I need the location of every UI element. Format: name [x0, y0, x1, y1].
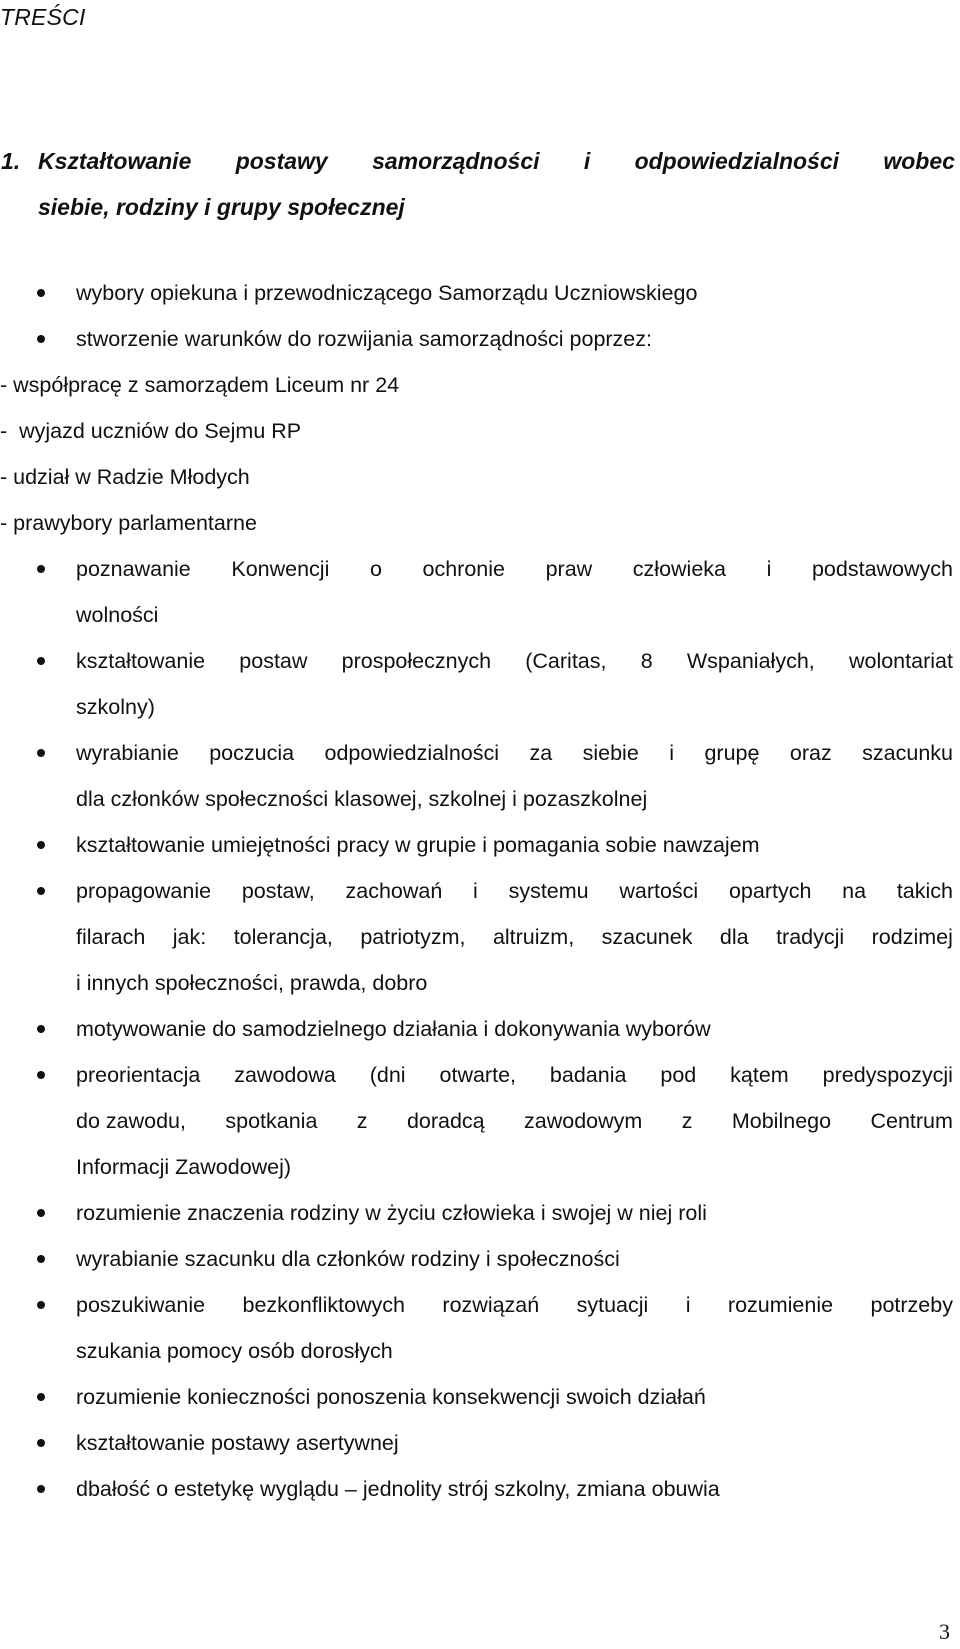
item-line: wyrabianie szacunku dla członków rodziny i społeczności: [76, 1247, 620, 1271]
bullet-icon: [37, 1025, 45, 1033]
word: 8: [640, 649, 653, 673]
section-number: 1.: [1, 148, 21, 174]
word: potrzeby: [870, 1293, 953, 1317]
item-text: wybory opiekuna i przewodniczącego Samorządu Uczniowskiego: [76, 281, 698, 305]
list-item: [0, 1006, 953, 1052]
bullet-icon: [37, 335, 45, 343]
title-word: postawy: [235, 148, 328, 174]
item-line: [76, 546, 953, 592]
item-line: motywowanie do samodzielnego działania i dokonywania wyborów: [76, 1017, 711, 1041]
word: predyspozycji: [822, 1063, 953, 1087]
bullet-icon: [37, 749, 45, 757]
word: kątem: [730, 1063, 789, 1087]
word: postaw,: [241, 879, 315, 903]
section-title-line2: siebie, rodziny i grupy społecznej: [38, 194, 405, 220]
word: rozumienie: [727, 1293, 834, 1317]
word: zawodowa: [234, 1063, 336, 1087]
sub-item: - współpracę z samorządem Liceum nr 24: [0, 373, 400, 397]
item-line: [76, 868, 953, 914]
word: dla: [719, 925, 749, 949]
title-word: Kształtowanie: [38, 148, 192, 174]
word: wartości: [619, 879, 699, 903]
word: Wspaniałych,: [686, 649, 815, 673]
word: o: [369, 557, 382, 581]
item-line: [76, 914, 953, 960]
word: szacunek: [601, 925, 693, 949]
item-line: rozumienie znaczenia rodziny w życiu człowieka i swojej w niej roli: [76, 1201, 707, 1225]
bullet-icon: [37, 1255, 45, 1263]
item-text: stworzenie warunków do rozwijania samorządności poprzez:: [76, 327, 652, 351]
item-line: i innych społeczności, prawda, dobro: [76, 971, 428, 995]
list-item: [0, 638, 953, 730]
word: grupę: [704, 741, 760, 765]
word: altruizm,: [492, 925, 575, 949]
bullet-icon: [37, 887, 45, 895]
word: opartych: [728, 879, 812, 903]
word: wyrabianie: [76, 741, 179, 765]
list-item: [0, 1282, 953, 1374]
title-word: odpowiedzialności: [634, 148, 840, 174]
word: i: [669, 741, 675, 765]
bullet-icon: [37, 1209, 45, 1217]
title-word: samorządności: [372, 148, 540, 174]
bullet-icon: [37, 565, 45, 573]
item-line: szkolny): [76, 695, 155, 719]
item-line: Informacji Zawodowej): [76, 1155, 292, 1179]
item-line: [76, 1052, 953, 1098]
bullet-icon: [37, 1393, 45, 1401]
list-item: [0, 1466, 953, 1512]
list-item: [0, 270, 953, 316]
word: zachowań: [345, 879, 443, 903]
word: spotkania: [225, 1109, 318, 1133]
word: tradycji: [776, 925, 845, 949]
word: otwarte,: [439, 1063, 516, 1087]
word: patriotyzm,: [360, 925, 466, 949]
word: podstawowych: [811, 557, 953, 581]
sub-item: - prawybory parlamentarne: [0, 511, 257, 535]
word: badania: [549, 1063, 627, 1087]
word: jak:: [172, 925, 207, 949]
word: i: [685, 1293, 691, 1317]
list-item: [0, 1420, 953, 1466]
bullet-icon: [37, 1439, 45, 1447]
word: poznawanie: [76, 557, 191, 581]
item-line: kształtowanie umiejętności pracy w grupie i pomagania sobie nawzajem: [76, 833, 760, 857]
word: poszukiwanie: [76, 1293, 206, 1317]
sub-item: - udział w Radzie Młodych: [0, 465, 250, 489]
item-line: wolności: [76, 603, 159, 627]
word: wolontariat: [848, 649, 953, 673]
item-line: rozumienie konieczności ponoszenia konsekwencji swoich działań: [76, 1385, 706, 1409]
list-item: [0, 822, 953, 868]
list-item: [0, 316, 953, 362]
word: praw: [545, 557, 593, 581]
word: rozwiązań: [442, 1293, 540, 1317]
title-word: i: [583, 148, 591, 174]
word: z: [356, 1109, 368, 1133]
word: pod: [660, 1063, 697, 1087]
word: doradcą: [406, 1109, 485, 1133]
sub-item: - wyjazd uczniów do Sejmu RP: [0, 419, 302, 443]
word: i: [473, 879, 478, 903]
bullet-icon: [37, 1071, 45, 1079]
word: na: [842, 879, 867, 903]
word: takich: [896, 879, 953, 903]
item-line: dbałość o estetykę wyglądu – jednolity strój szkolny, zmiana obuwia: [76, 1477, 720, 1501]
word: Konwencji: [231, 557, 330, 581]
bullet-icon: [37, 657, 45, 665]
item-line: dla członków społeczności klasowej, szkolnej i pozaszkolnej: [76, 787, 648, 811]
word: preorientacja: [76, 1063, 201, 1087]
word: propagowanie: [76, 879, 212, 903]
word: Mobilnego: [731, 1109, 832, 1133]
word: bezkonfliktowych: [242, 1293, 406, 1317]
section-title-words: [38, 138, 955, 184]
word: szacunku: [862, 741, 953, 765]
list-item: [0, 1236, 953, 1282]
word: i: [766, 557, 772, 581]
item-line: [76, 730, 953, 776]
word: człowieka: [632, 557, 726, 581]
word: systemu: [508, 879, 589, 903]
list-item: [0, 1374, 953, 1420]
word: filarach: [76, 925, 146, 949]
item-line: [76, 638, 953, 684]
word: siebie: [582, 741, 639, 765]
word: Centrum: [870, 1109, 953, 1133]
word: zawodowym: [524, 1109, 643, 1133]
word: poczucia: [209, 741, 295, 765]
list-item: [0, 546, 953, 638]
bullet-icon: [37, 289, 45, 297]
word: odpowiedzialności: [324, 741, 500, 765]
word: (Caritas,: [525, 649, 607, 673]
word: tolerancja,: [233, 925, 333, 949]
section-title: [0, 138, 955, 230]
page-header: TREŚCI: [0, 4, 86, 30]
bullet-icon: [37, 1301, 45, 1309]
word: kształtowanie: [76, 649, 206, 673]
word: za: [529, 741, 553, 765]
word: do zawodu,: [76, 1109, 186, 1133]
list-item: [0, 730, 953, 822]
word: postaw: [239, 649, 308, 673]
title-word: wobec: [883, 148, 955, 174]
bullet-icon: [37, 841, 45, 849]
word: z: [681, 1109, 693, 1133]
word: sytuacji: [576, 1293, 649, 1317]
word: oraz: [789, 741, 832, 765]
word: (dni: [369, 1063, 406, 1087]
bullet-icon: [37, 1485, 45, 1493]
word: prospołecznych: [341, 649, 492, 673]
list-item: [0, 1052, 953, 1190]
item-line: [76, 1098, 953, 1144]
section-title-line1: [0, 138, 955, 184]
list-item: [0, 1190, 953, 1236]
bullet-list: [0, 270, 960, 1512]
list-item: [0, 868, 953, 1006]
word: rodzimej: [871, 925, 953, 949]
item-line: kształtowanie postawy asertywnej: [76, 1431, 399, 1455]
item-line: [76, 1282, 953, 1328]
word: ochronie: [422, 557, 505, 581]
item-line: szukania pomocy osób dorosłych: [76, 1339, 393, 1363]
page-number: 3: [939, 1619, 950, 1644]
